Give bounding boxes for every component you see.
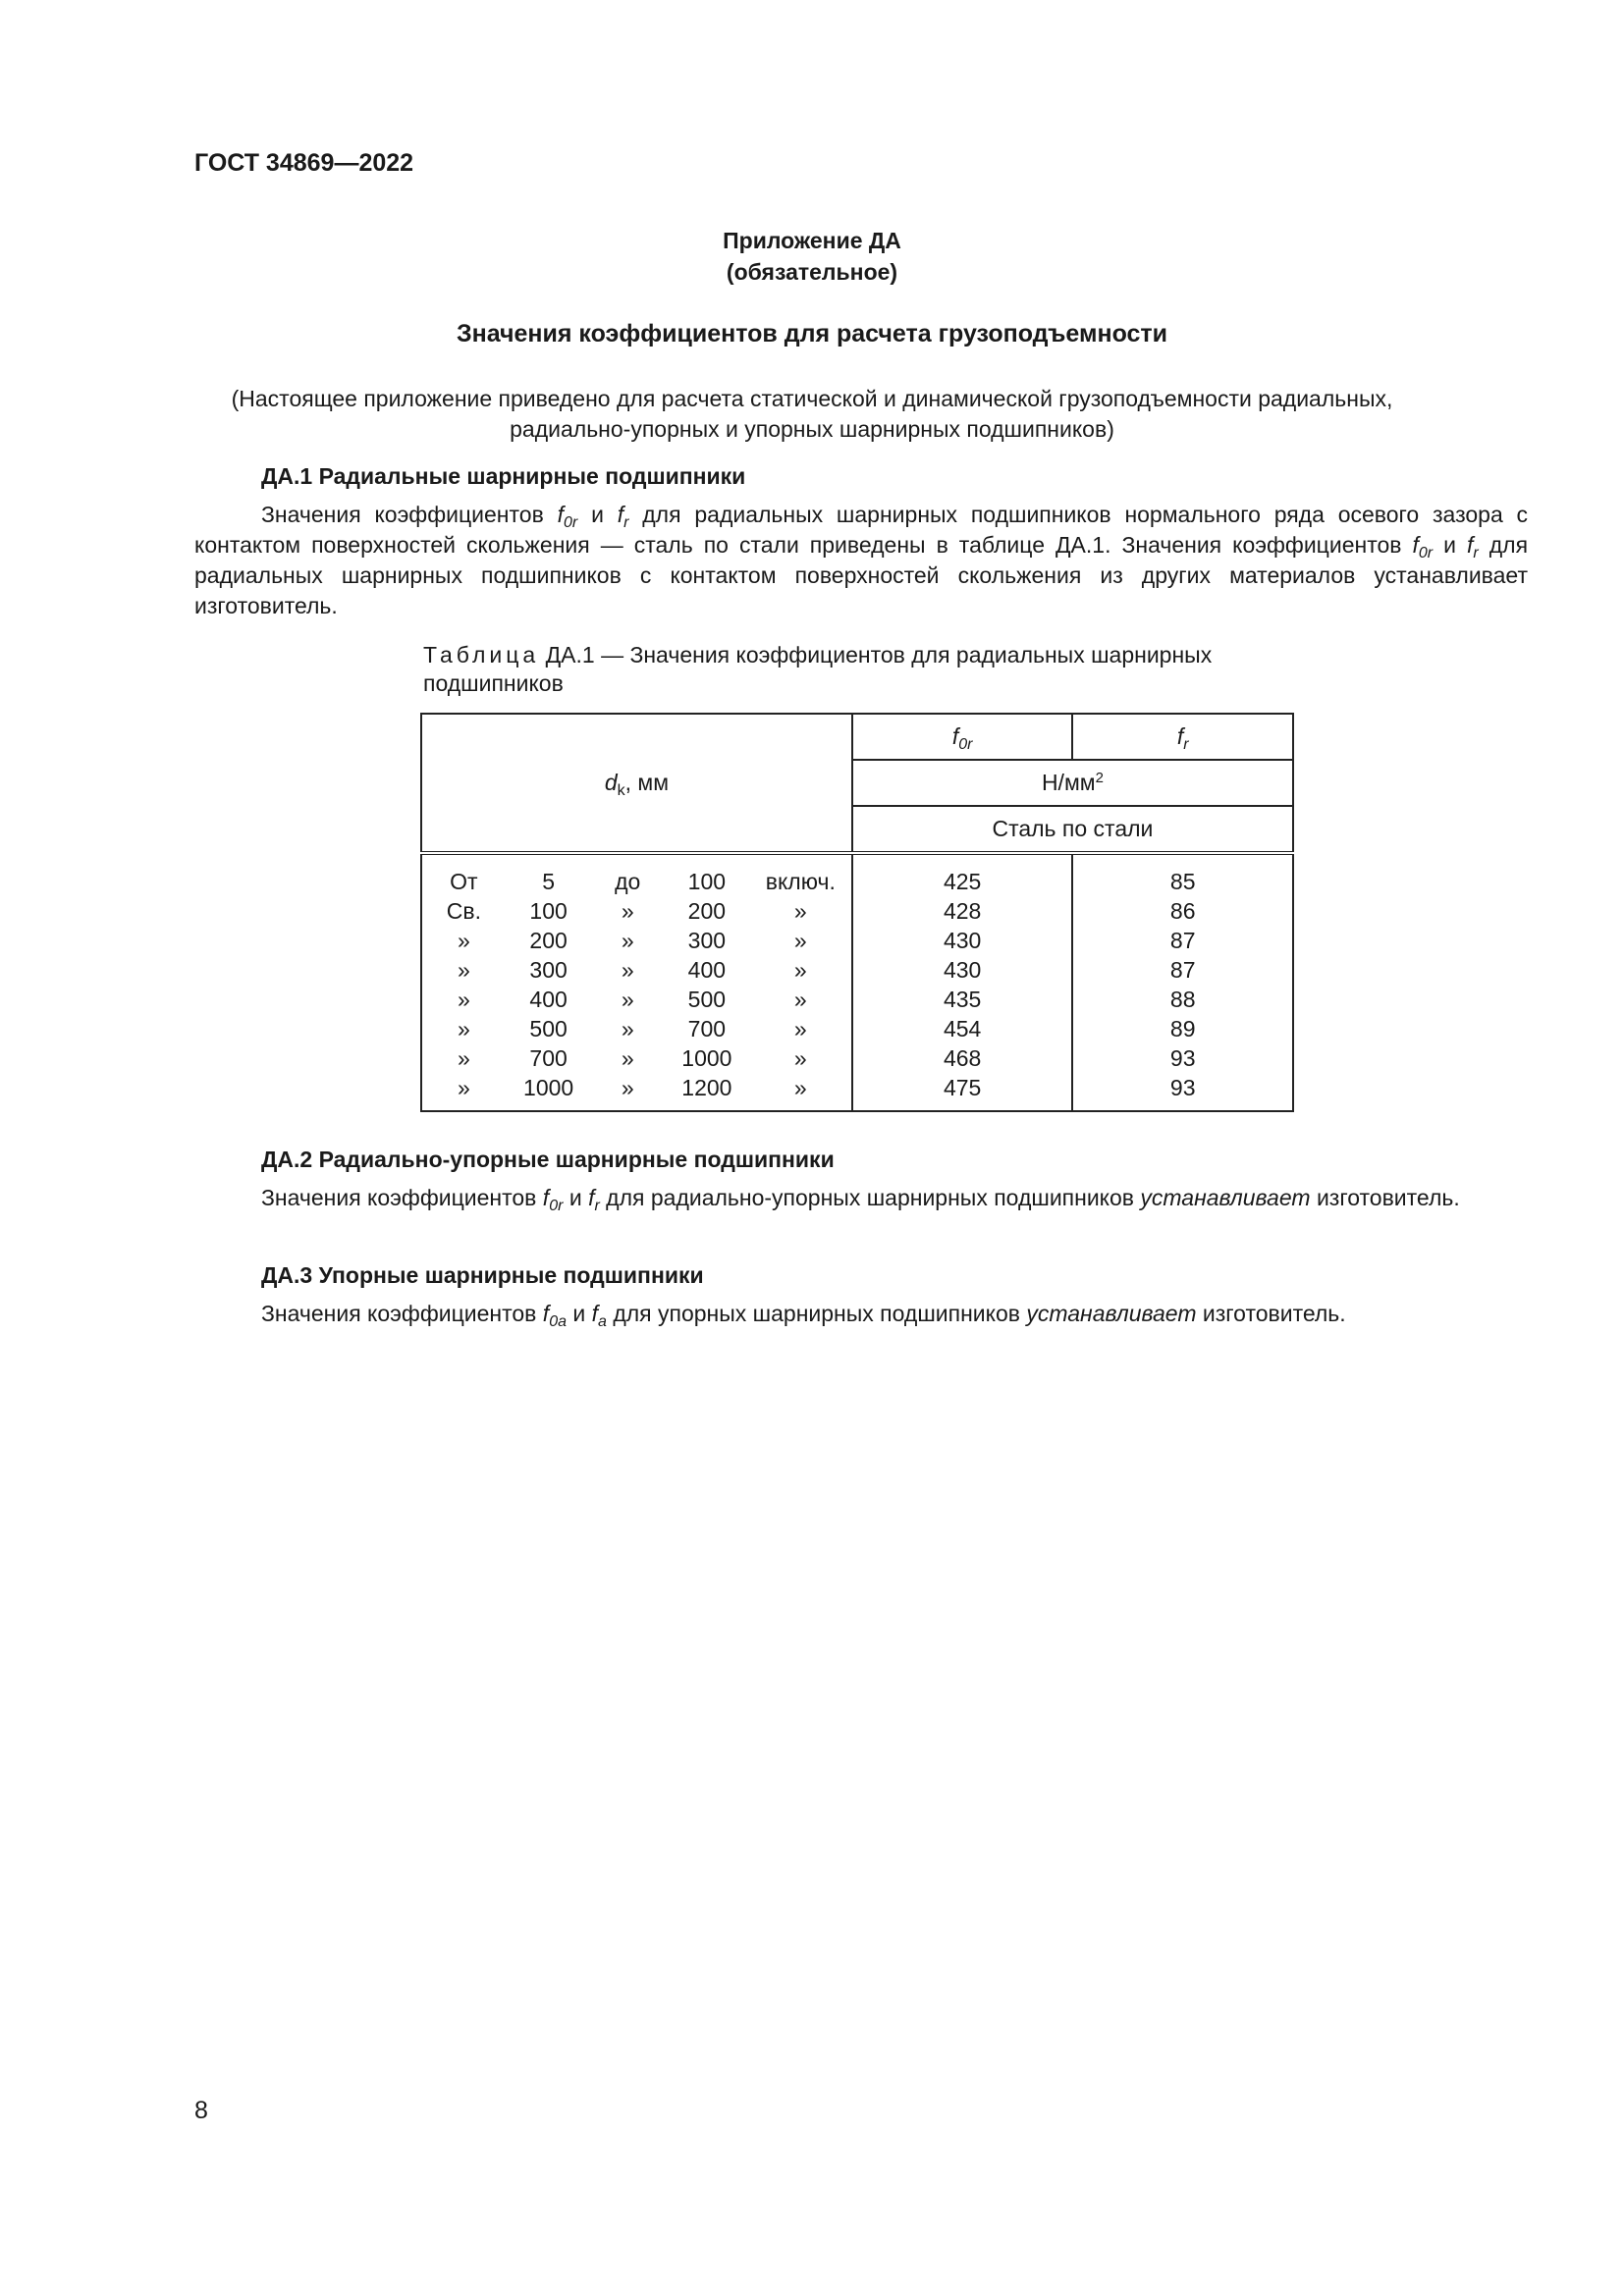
table-row: » 300 » 400 » 430 87 <box>421 955 1293 985</box>
header-unit: $Н/мм^2$ <box>852 760 1293 806</box>
coef-f0r: $f_{0r}$ <box>1412 532 1434 561</box>
table-row: » 700 » 1000 » 468 93 <box>421 1043 1293 1073</box>
standard-designation: ГОСТ 34869—2022 <box>194 149 414 177</box>
emphasis: устанавливает <box>1026 1301 1197 1326</box>
section-da1-paragraph <box>194 500 1528 621</box>
text: изготовитель. <box>1202 1301 1346 1326</box>
text: для радиальных шарнирных подшипников с контактом поверхностей скольжения из других материалов устанавливает изготовитель. <box>194 532 1529 618</box>
coef-f0r: $f_{0r}$ <box>542 1185 564 1214</box>
note-line-2: радиально-упорных и упорных шарнирных подшипников) <box>510 416 1114 442</box>
table-row: Св. 100 » 200 » 428 86 <box>421 896 1293 926</box>
table-caption-text: ДА.1 — Значения коэффициентов для радиальных шарнирных подшипников <box>423 642 1213 696</box>
emphasis: устанавливает <box>1140 1185 1311 1210</box>
page-number: 8 <box>194 2097 208 2124</box>
text: Значения коэффициентов <box>261 1185 537 1210</box>
coef-f0r: $f_{0r}$ <box>557 502 578 531</box>
text: изготовитель. <box>1316 1185 1460 1210</box>
coef-f0a: $f_{0a}$ <box>542 1301 567 1330</box>
text: Значения коэффициентов <box>261 1301 537 1326</box>
note-line-1: (Настоящее приложение приведено для расчета статической и динамической грузоподъемности радиальных, <box>231 386 1393 411</box>
text: Значения коэффициентов <box>261 502 544 527</box>
header-f0r: $f_{0r}$ <box>852 714 1073 760</box>
text: и <box>591 502 604 527</box>
header-material: Сталь по стали <box>852 806 1293 853</box>
text: и <box>1443 532 1456 558</box>
text: для радиальных шарнирных подшипников нормального ряда осевого зазора с контактом поверхностей скольжения — сталь по стали приведены в таблице ДА.1. Значения коэффициентов <box>194 502 1529 558</box>
coef-fa: $f_a$ <box>591 1301 607 1330</box>
table-caption-label: Таблица <box>423 642 540 667</box>
table-caption <box>423 641 1326 698</box>
text: для радиально-упорных шарнирных подшипников <box>606 1185 1135 1210</box>
coef-fr: $f_r$ <box>1467 532 1479 561</box>
header-dk: $d_k$, мм <box>421 714 852 853</box>
text: и <box>568 1185 582 1210</box>
coefficients-table <box>420 713 1294 1112</box>
page-title: Значения коэффициентов для расчета грузоподъемности <box>456 320 1168 347</box>
table-row: » 200 » 300 » 430 87 <box>421 926 1293 955</box>
text: для упорных шарнирных подшипников <box>613 1301 1020 1326</box>
section-heading-da1: ДА.1 Радиальные шарнирные подшипники <box>261 463 746 489</box>
table-row: От 5 до 100 включ. 425 85 <box>421 853 1293 896</box>
table-row: » 1000 » 1200 » 475 93 <box>421 1073 1293 1111</box>
section-da3-paragraph <box>194 1299 1528 1329</box>
table-row: » 400 » 500 » 435 88 <box>421 985 1293 1014</box>
coef-fr: $f_r$ <box>588 1185 600 1214</box>
section-heading-da2: ДА.2 Радиально-упорные шарнирные подшипники <box>261 1147 835 1172</box>
header-fr: $f_r$ <box>1072 714 1293 760</box>
section-da2-paragraph <box>194 1183 1528 1213</box>
table-row: » 500 » 700 » 454 89 <box>421 1014 1293 1043</box>
section-heading-da3: ДА.3 Упорные шарнирные подшипники <box>261 1262 704 1288</box>
appendix-title: Приложение ДА <box>723 228 901 253</box>
text: и <box>572 1301 586 1326</box>
coef-fr: $f_r$ <box>617 502 629 531</box>
appendix-status: (обязательное) <box>726 259 898 285</box>
